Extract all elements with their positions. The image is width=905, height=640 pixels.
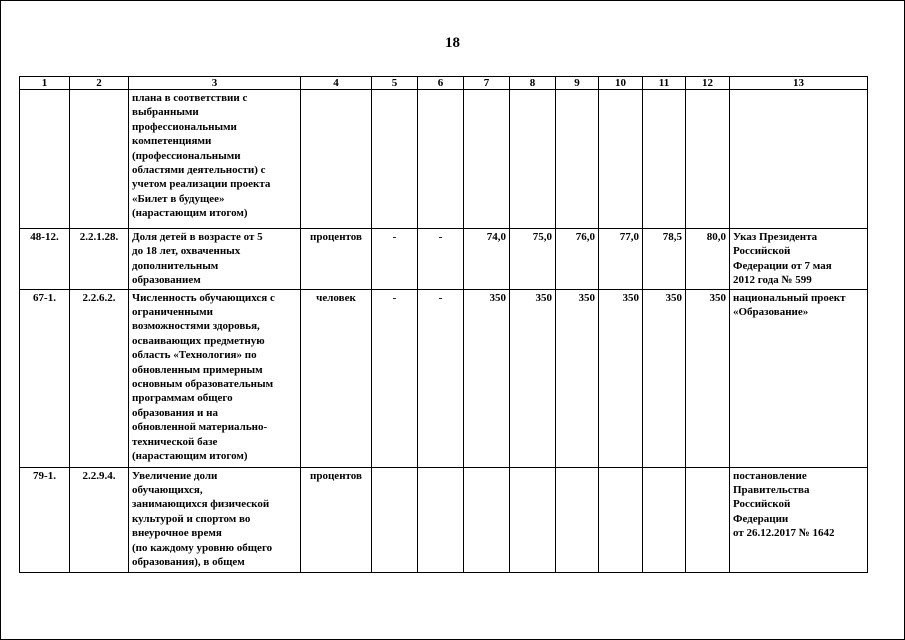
value-cell: -: [418, 229, 464, 290]
value-cell: [556, 90, 599, 229]
legal-source-cell: Указ Президента Российской Федерации от 7 мая 2012 года № 599: [730, 229, 868, 290]
value-cell: [556, 467, 599, 572]
unit-cell: человек: [301, 289, 372, 467]
indicator-description-cell: Численность обучающихся с ограниченными возможностями здоровья, осваивающих предметную область «Технология» по обновленным примерным основным образовательным программам общего образования и на обновленной материально- технической базе (нарастающим итогом): [129, 289, 301, 467]
value-cell: 350: [510, 289, 556, 467]
column-header: 13: [730, 77, 868, 90]
legal-source-cell: [730, 90, 868, 229]
indicator-description-cell: Доля детей в возрасте от 5 до 18 лет, охваченных дополнительным образованием: [129, 229, 301, 290]
column-header: 6: [418, 77, 464, 90]
row-code-cell: [70, 90, 129, 229]
row-code-cell: 2.2.9.4.: [70, 467, 129, 572]
column-header: 11: [643, 77, 686, 90]
column-header: 1: [20, 77, 70, 90]
value-cell: [686, 467, 730, 572]
value-cell: 80,0: [686, 229, 730, 290]
column-header: 5: [372, 77, 418, 90]
row-number-cell: 67-1.: [20, 289, 70, 467]
column-header: 8: [510, 77, 556, 90]
row-number-cell: 79-1.: [20, 467, 70, 572]
value-cell: [418, 90, 464, 229]
value-cell: 74,0: [464, 229, 510, 290]
column-header: 12: [686, 77, 730, 90]
value-cell: 75,0: [510, 229, 556, 290]
column-header: 4: [301, 77, 372, 90]
column-number-header-row: [20, 77, 868, 90]
unit-cell: [301, 90, 372, 229]
row-number-cell: 48-12.: [20, 229, 70, 290]
value-cell: 77,0: [599, 229, 643, 290]
value-cell: [418, 467, 464, 572]
column-header: 10: [599, 77, 643, 90]
row-code-cell: 2.2.1.28.: [70, 229, 129, 290]
table-row: [20, 289, 868, 467]
unit-cell: процентов: [301, 229, 372, 290]
table-row: [20, 467, 868, 572]
value-cell: 76,0: [556, 229, 599, 290]
value-cell: [372, 467, 418, 572]
value-cell: [510, 467, 556, 572]
column-header: 7: [464, 77, 510, 90]
indicator-description-cell: Увеличение доли обучающихся, занимающихся физической культурой и спортом во внеурочное время (по каждому уровню общего образования), в общем: [129, 467, 301, 572]
value-cell: [510, 90, 556, 229]
value-cell: 78,5: [643, 229, 686, 290]
row-number-cell: [20, 90, 70, 229]
value-cell: [464, 90, 510, 229]
value-cell: -: [418, 289, 464, 467]
value-cell: 350: [686, 289, 730, 467]
column-header: 2: [70, 77, 129, 90]
legal-source-cell: постановление Правительства Российской Федерации от 26.12.2017 № 1642: [730, 467, 868, 572]
value-cell: [599, 90, 643, 229]
value-cell: [599, 467, 643, 572]
value-cell: 350: [464, 289, 510, 467]
value-cell: [643, 90, 686, 229]
value-cell: 350: [556, 289, 599, 467]
table-row: [20, 90, 868, 229]
value-cell: [464, 467, 510, 572]
value-cell: 350: [599, 289, 643, 467]
indicator-description-cell: плана в соответствии с выбранными профессиональными компетенциями (профессиональными областями деятельности) с учетом реализации проекта «Билет в будущее» (нарастающим итогом): [129, 90, 301, 229]
legal-source-cell: национальный проект «Образование»: [730, 289, 868, 467]
value-cell: -: [372, 229, 418, 290]
page-number: 18: [445, 35, 460, 51]
table-row: [20, 229, 868, 290]
value-cell: -: [372, 289, 418, 467]
value-cell: [686, 90, 730, 229]
value-cell: 350: [643, 289, 686, 467]
row-code-cell: 2.2.6.2.: [70, 289, 129, 467]
column-header: 9: [556, 77, 599, 90]
unit-cell: процентов: [301, 467, 372, 572]
column-header: 3: [129, 77, 301, 90]
indicators-table: [19, 76, 868, 573]
value-cell: [372, 90, 418, 229]
value-cell: [643, 467, 686, 572]
